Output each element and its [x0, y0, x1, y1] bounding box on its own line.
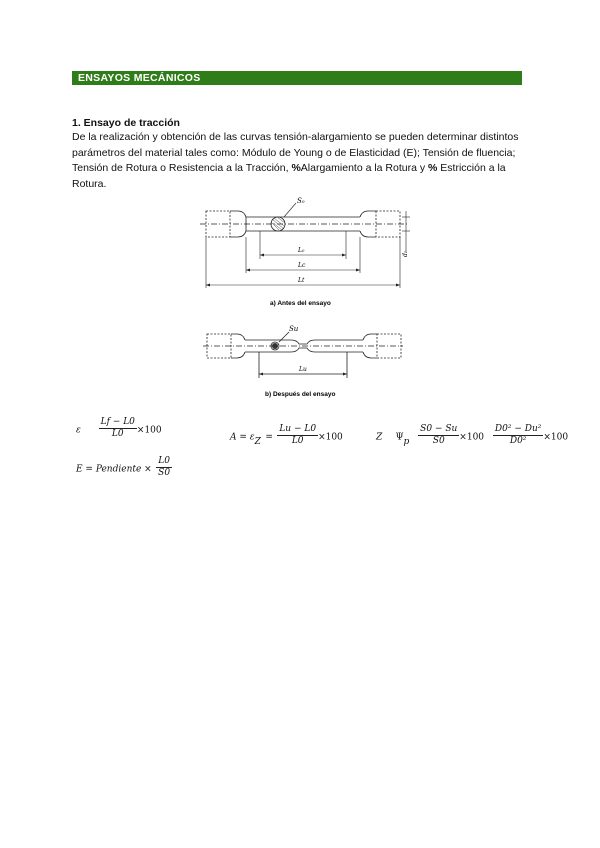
label-l0: L₀	[298, 247, 305, 254]
specimen-after-diagram	[203, 322, 403, 402]
para-text-2: Alargamiento a la Rotura y	[300, 162, 429, 174]
caption-after: b) Después del ensayo	[265, 391, 336, 398]
formula-reduction-num: S0 − Su	[420, 424, 458, 434]
formula-reduction-den2: D0²	[509, 436, 527, 446]
label-s0: S₀	[297, 197, 305, 205]
caption-before: a) Antes del ensayo	[270, 300, 331, 307]
label-su: Su	[289, 325, 299, 333]
formula-strain	[76, 417, 162, 440]
formula-reduction-mid: ×100	[459, 432, 485, 443]
section-title-bar	[72, 71, 522, 85]
formula-elongation-eq: =	[265, 432, 273, 443]
formula-reduction-psi-sub: p	[403, 436, 410, 447]
para-percent-1: %	[291, 162, 301, 174]
formula-strain-tail: ×100	[136, 425, 162, 436]
formula-elongation-den: L0	[291, 436, 304, 446]
para-percent-2: %	[428, 162, 438, 174]
label-lu: Lu	[299, 366, 307, 373]
formula-elongation-lhs: A = ε	[230, 432, 255, 443]
specimen-before-diagram	[198, 193, 410, 313]
para-text-1: De la realización y obtención de las curvas tensión-alargamiento se pueden determinar distintos parámetros del material tales como: Módulo de Young o de Elasticidad (E); Tensión de fluencia; Tensión de Rotura o Resistencia a la Tracción,	[72, 131, 519, 174]
tensile-test-paragraph	[72, 130, 532, 192]
formula-reduction-psi: Ψ	[395, 432, 404, 443]
formula-strain-lhs: ε	[76, 425, 81, 436]
formula-reduction-den: S0	[432, 436, 445, 446]
formula-reduction-lhs: Z	[376, 432, 383, 443]
formula-elongation	[230, 424, 343, 447]
label-lt: Lt	[298, 277, 305, 284]
formula-strain-num: Lf − L0	[100, 417, 135, 427]
label-lc: Lc	[298, 262, 306, 269]
formula-youngs-modulus	[76, 456, 172, 479]
formula-elongation-tail: ×100	[318, 432, 343, 443]
formula-modulus-den: S0	[158, 468, 171, 478]
formula-reduction-area	[376, 424, 568, 447]
label-d0: d₀	[402, 250, 409, 257]
para-text-3: Estricción a la Rotura.	[72, 162, 506, 190]
formula-reduction-num2: D0² − Du²	[494, 424, 542, 434]
formula-reduction-tail: ×100	[543, 432, 569, 443]
formula-elongation-sub: Z	[254, 436, 261, 447]
section-title: ENSAYOS MECÁNICOS	[78, 72, 201, 84]
formula-strain-den: L0	[111, 429, 124, 439]
tensile-test-heading: 1. Ensayo de tracción	[72, 117, 180, 129]
formula-elongation-num: Lu − L0	[279, 424, 317, 434]
formula-modulus-lhs: E = Pendiente ×	[76, 464, 152, 475]
formula-modulus-num: L0	[156, 456, 172, 468]
